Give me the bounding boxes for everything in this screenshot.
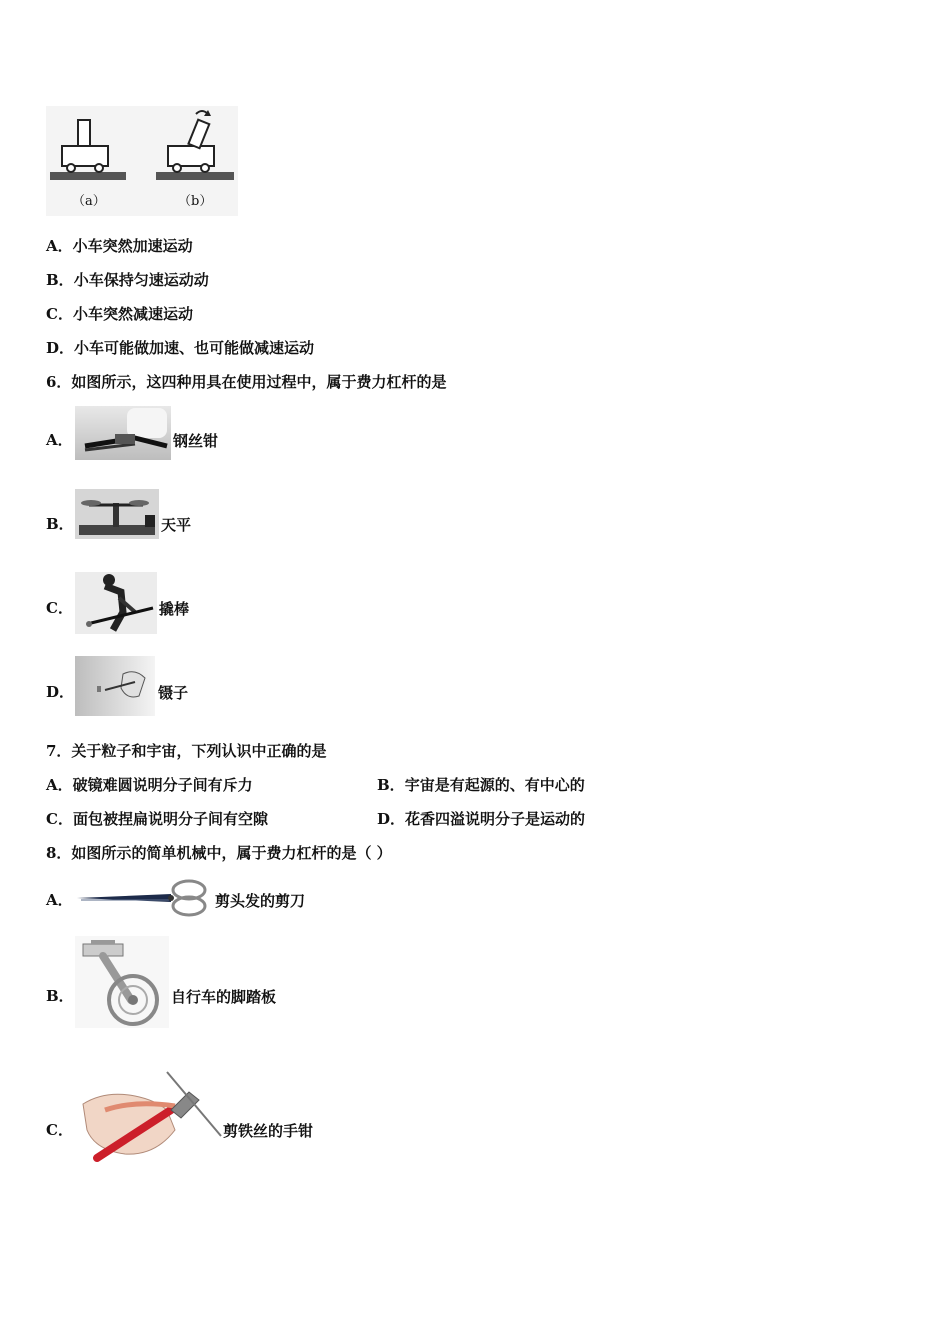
cart-a-wheel	[95, 164, 103, 172]
ground-b	[156, 172, 234, 180]
tweezers-photo	[75, 656, 155, 716]
q8-option-a-label[interactable]: A．	[46, 891, 73, 909]
q7-stem: 7．关于粒子和宇宙，下列认识中正确的是	[46, 742, 327, 760]
block-b	[188, 120, 209, 149]
cart-b-wheel	[173, 164, 181, 172]
q8-option-c-label[interactable]: C．	[46, 1121, 73, 1139]
q5-option-c[interactable]: C．小车突然减速运动	[46, 305, 193, 323]
q8-stem: 8．如图所示的简单机械中，属于费力杠杆的是（ ）	[46, 844, 392, 862]
q6-option-c-label[interactable]: C．	[46, 599, 73, 617]
q6-stem: 6．如图所示，这四种用具在使用过程中，属于费力杠杆的是	[46, 373, 447, 391]
q7-option-b[interactable]: B．宇宙是有起源的、有中心的	[377, 776, 585, 794]
pliers-photo	[75, 406, 171, 460]
q5-option-b[interactable]: B．小车保持匀速运动动	[46, 271, 209, 289]
scissors-image	[75, 876, 211, 920]
figure-label-a: （a）	[72, 194, 106, 209]
q8-option-b-text: 自行车的脚踏板	[171, 988, 277, 1006]
balance-photo	[75, 489, 159, 539]
figure-label-b: （b）	[178, 194, 213, 209]
crowbar-photo	[75, 572, 157, 634]
bicycle-pedal-image	[75, 936, 169, 1028]
q6-option-b-label[interactable]: B．	[46, 515, 74, 533]
cart-b-wheel	[201, 164, 209, 172]
q6-option-b-text: 天平	[161, 516, 192, 534]
q7-option-d[interactable]: D．花香四溢说明分子是运动的	[377, 810, 586, 828]
wire-cutter-image	[75, 1070, 223, 1162]
cart-a-body	[62, 146, 108, 166]
q6-option-d-label[interactable]: D．	[46, 683, 75, 701]
q6-option-c-text: 撬棒	[159, 600, 190, 618]
cart-a-wheel	[67, 164, 75, 172]
block-a	[78, 120, 90, 146]
q5-option-a[interactable]: A．小车突然加速运动	[46, 237, 193, 255]
q6-option-d-text: 镊子	[158, 684, 189, 702]
cart-b-body	[168, 146, 214, 166]
q8-option-c-text: 剪铁丝的手钳	[223, 1122, 314, 1140]
q8-option-a-text: 剪头发的剪刀	[215, 892, 306, 910]
ground-a	[50, 172, 126, 180]
q7-option-a[interactable]: A．破镜难圆说明分子间有斥力	[46, 776, 253, 794]
q6-option-a-text: 钢丝钳	[173, 432, 219, 450]
q6-option-a-label[interactable]: A．	[46, 431, 73, 449]
cart-figure	[46, 106, 238, 216]
q5-option-d[interactable]: D．小车可能做加速、也可能做减速运动	[46, 339, 315, 357]
q7-option-c[interactable]: C．面包被捏扁说明分子间有空隙	[46, 810, 268, 828]
q8-option-b-label[interactable]: B．	[46, 987, 74, 1005]
